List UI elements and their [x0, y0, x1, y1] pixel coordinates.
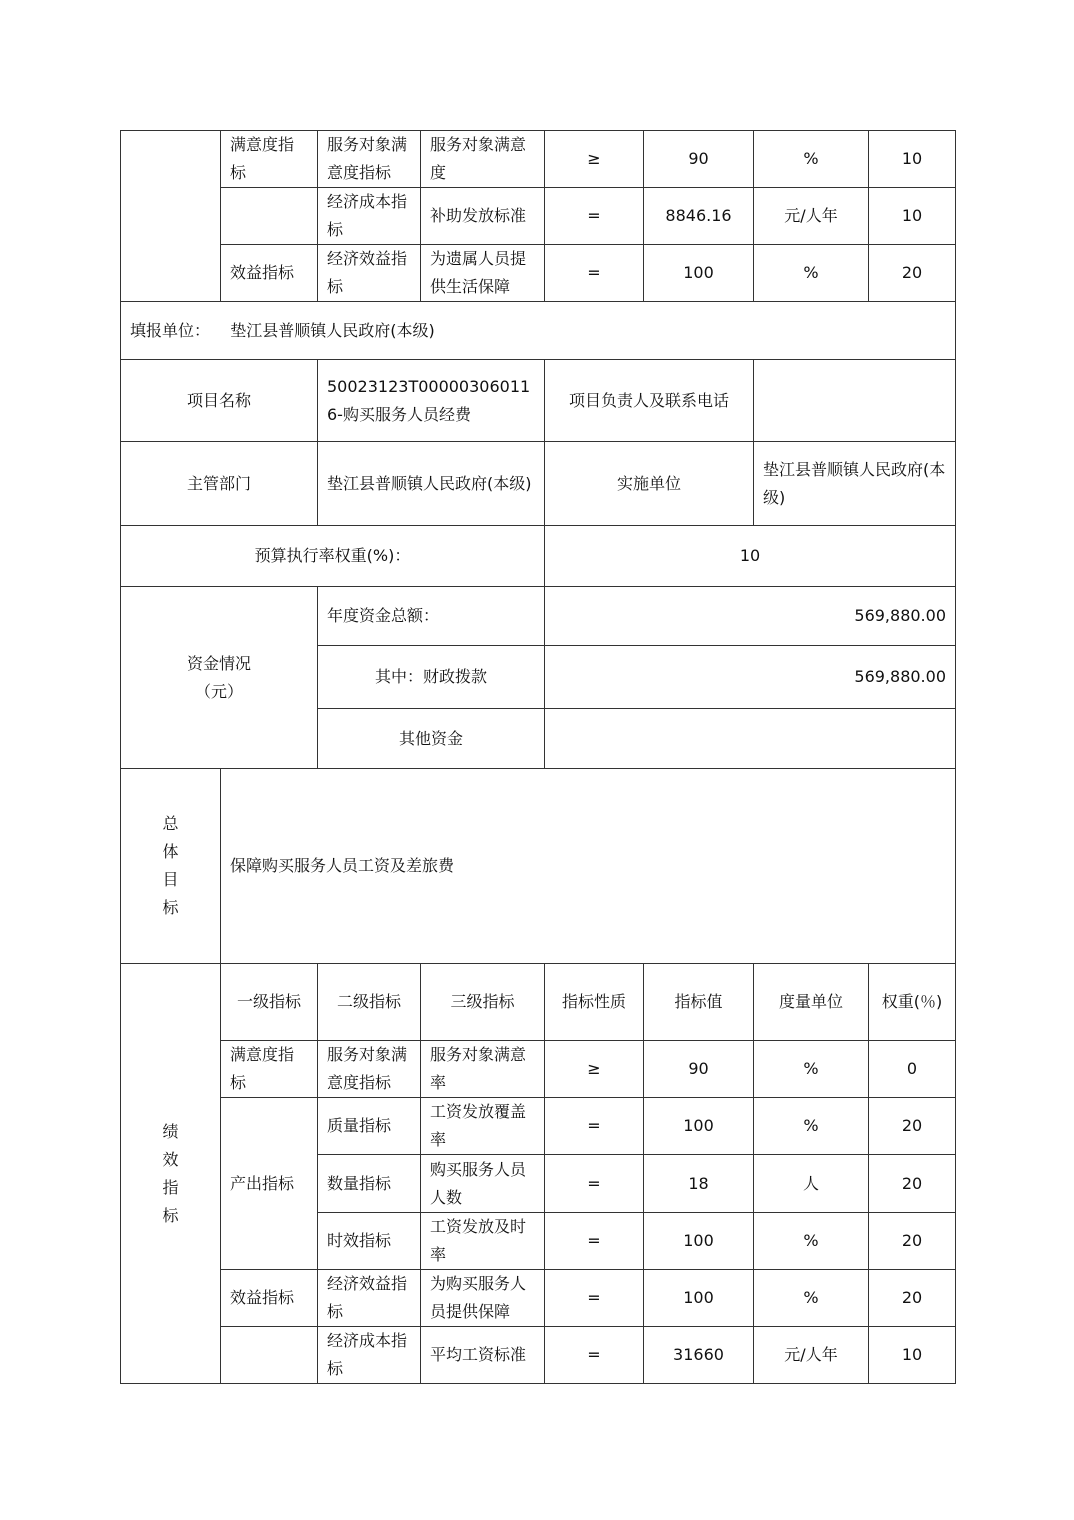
- weight-cell: 20: [869, 1155, 956, 1213]
- project-lead-value: [754, 360, 956, 442]
- value-cell: 100: [644, 1213, 754, 1270]
- weight-cell: 20: [869, 245, 956, 302]
- level1-cell: [221, 1327, 318, 1384]
- nature-cell: =: [545, 1213, 644, 1270]
- unit-cell: %: [754, 1213, 869, 1270]
- level2-cell: 经济效益指标: [318, 1270, 421, 1327]
- level2-cell: 服务对象满意度指标: [318, 1041, 421, 1098]
- table-row: [121, 188, 956, 245]
- value-cell: 90: [644, 131, 754, 188]
- perf-label-char: 指: [162, 1177, 179, 1197]
- level3-cell: 平均工资标准: [421, 1327, 545, 1384]
- performance-label: [121, 964, 221, 1384]
- weight-cell: 10: [869, 1327, 956, 1384]
- header-level1: 一级指标: [221, 964, 318, 1041]
- value-cell: 100: [644, 1098, 754, 1155]
- project-name-value: 50023123T000003060116-购买服务人员经费: [318, 360, 545, 442]
- level3-cell: 购买服务人员人数: [421, 1155, 545, 1213]
- weight-cell: 20: [869, 1213, 956, 1270]
- fund-other-value: [545, 709, 956, 769]
- unit-cell: 元/人年: [754, 188, 869, 245]
- nature-cell: =: [545, 245, 644, 302]
- table-row: [121, 1327, 956, 1384]
- unit-cell: %: [754, 1270, 869, 1327]
- performance-table: [120, 130, 956, 1384]
- fund-fiscal-value: 569,880.00: [545, 646, 956, 709]
- unit-cell: %: [754, 1098, 869, 1155]
- fund-label: [121, 587, 318, 769]
- fund-total-label: 年度资金总额：: [318, 587, 545, 646]
- unit-cell: 人: [754, 1155, 869, 1213]
- weight-cell: 10: [869, 188, 956, 245]
- level2-cell: 时效指标: [318, 1213, 421, 1270]
- nature-cell: =: [545, 188, 644, 245]
- implementing-unit-value: 垫江县普顺镇人民政府(本级): [754, 442, 956, 526]
- overall-goal-label: [121, 769, 221, 964]
- level3-cell: 为遗属人员提供生活保障: [421, 245, 545, 302]
- level2-cell: 经济成本指标: [318, 188, 421, 245]
- project-name-label: 项目名称: [121, 360, 318, 442]
- table-row: [121, 245, 956, 302]
- value-cell: 18: [644, 1155, 754, 1213]
- header-level2: 二级指标: [318, 964, 421, 1041]
- level3-cell: 服务对象满意率: [421, 1041, 545, 1098]
- overall-goal-row: [121, 769, 956, 964]
- perf-label-char: 效: [162, 1149, 179, 1169]
- level1-cell: 满意度指标: [221, 1041, 318, 1098]
- department-value: 垫江县普顺镇人民政府(本级): [318, 442, 545, 526]
- value-cell: 100: [644, 245, 754, 302]
- fund-fiscal-label: 其中：财政拨款: [318, 646, 545, 709]
- perf-label-char: 标: [162, 1205, 179, 1225]
- level3-cell: 工资发放覆盖率: [421, 1098, 545, 1155]
- budget-weight-row: [121, 526, 956, 587]
- fund-label-line1: 资金情况: [186, 653, 251, 673]
- level1-cell: 效益指标: [221, 1270, 318, 1327]
- fund-other-label: 其他资金: [318, 709, 545, 769]
- table-row: [121, 1270, 956, 1327]
- unit-cell: %: [754, 1041, 869, 1098]
- nature-cell: =: [545, 1270, 644, 1327]
- reporting-unit-row: [121, 302, 956, 360]
- value-cell: 100: [644, 1270, 754, 1327]
- nature-cell: ≥: [545, 1041, 644, 1098]
- budget-weight-value: 10: [545, 526, 956, 587]
- performance-header-row: [121, 964, 956, 1041]
- level2-cell: 服务对象满意度指标: [318, 131, 421, 188]
- fund-total-row: [121, 587, 956, 646]
- table-row: [121, 1098, 956, 1155]
- table-row: [121, 1041, 956, 1098]
- level1-cell: [221, 188, 318, 245]
- value-cell: 90: [644, 1041, 754, 1098]
- table-row: [121, 131, 956, 188]
- goal-label-char: 标: [162, 898, 179, 917]
- reporting-unit-label: 填报单位：: [130, 320, 211, 340]
- unit-cell: %: [754, 245, 869, 302]
- level1-cell: 产出指标: [221, 1098, 318, 1270]
- header-value: 指标值: [644, 964, 754, 1041]
- perf-label-char: 绩: [162, 1121, 179, 1141]
- level3-cell: 服务对象满意度: [421, 131, 545, 188]
- fund-label-line2: （元）: [194, 681, 243, 701]
- header-nature: 指标性质: [545, 964, 644, 1041]
- header-weight: 权重(％): [869, 964, 956, 1041]
- level2-cell: 经济效益指标: [318, 245, 421, 302]
- value-cell: 8846.16: [644, 188, 754, 245]
- goal-label-char: 体: [162, 842, 179, 861]
- nature-cell: ≥: [545, 131, 644, 188]
- weight-cell: 20: [869, 1098, 956, 1155]
- blank-left-cell: [121, 131, 221, 302]
- level2-cell: 质量指标: [318, 1098, 421, 1155]
- department-label: 主管部门: [121, 442, 318, 526]
- value-cell: 31660: [644, 1327, 754, 1384]
- level3-cell: 工资发放及时率: [421, 1213, 545, 1270]
- goal-label-char: 目: [162, 870, 179, 889]
- unit-cell: %: [754, 131, 869, 188]
- project-lead-label: 项目负责人及联系电话: [545, 360, 754, 442]
- reporting-unit-value: 垫江县普顺镇人民政府(本级): [230, 320, 435, 340]
- header-unit: 度量单位: [754, 964, 869, 1041]
- department-row: [121, 442, 956, 526]
- weight-cell: 10: [869, 131, 956, 188]
- nature-cell: =: [545, 1327, 644, 1384]
- implementing-unit-label: 实施单位: [545, 442, 754, 526]
- level2-cell: 数量指标: [318, 1155, 421, 1213]
- project-name-row: [121, 360, 956, 442]
- overall-goal-value: 保障购买服务人员工资及差旅费: [221, 769, 956, 964]
- header-level3: 三级指标: [421, 964, 545, 1041]
- fund-total-value: 569,880.00: [545, 587, 956, 646]
- level1-cell: 满意度指标: [221, 131, 318, 188]
- unit-cell: 元/人年: [754, 1327, 869, 1384]
- level1-cell: 效益指标: [221, 245, 318, 302]
- budget-weight-label: 预算执行率权重(%)：: [121, 526, 545, 587]
- weight-cell: 20: [869, 1270, 956, 1327]
- weight-cell: 0: [869, 1041, 956, 1098]
- level3-cell: 为购买服务人员提供保障: [421, 1270, 545, 1327]
- goal-label-char: 总: [162, 814, 179, 833]
- level2-cell: 经济成本指标: [318, 1327, 421, 1384]
- nature-cell: =: [545, 1155, 644, 1213]
- level3-cell: 补助发放标准: [421, 188, 545, 245]
- nature-cell: =: [545, 1098, 644, 1155]
- reporting-unit-cell: [121, 302, 956, 360]
